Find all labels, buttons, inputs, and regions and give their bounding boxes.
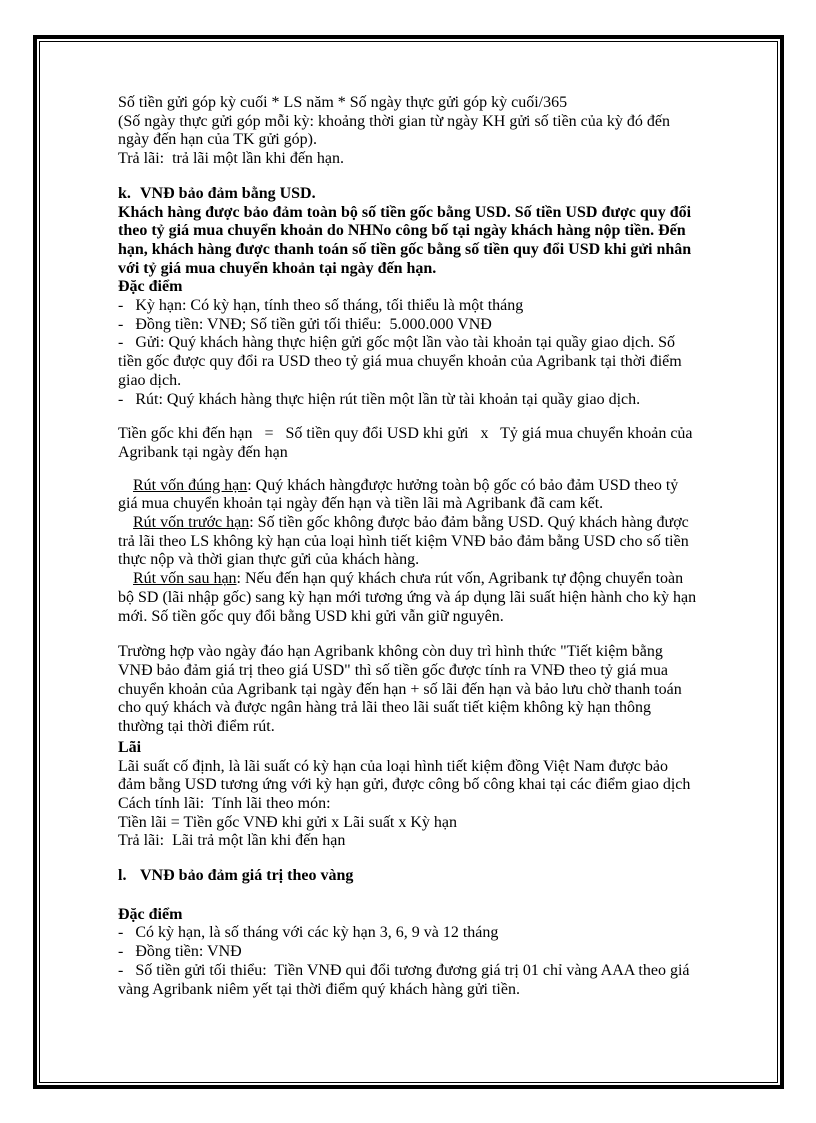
interest-heading: Lãi: [118, 738, 142, 756]
feature-item-minimum-gold: - Số tiền gửi tối thiểu: Tiền VNĐ qui đổi tương đương giá trị 01 chỉ vàng AAA theo giá vàng Agribank niêm yết tại thời điểm quý khách hàng gửi tiền.: [118, 961, 690, 998]
page-border-inner-line: [39, 41, 778, 1083]
section-k-description: Khách hàng được bảo đảm toàn bộ số tiền gốc bằng USD. Số tiền USD được quy đổi theo tỷ giá mua chuyển khoản do NHNo công bố tại ngày khách hàng nộp tiền. Đến hạn, khách hàng được thanh toán số tiền gốc bằng số tiền quy đổi USD khi gửi nhân với tỷ giá mua chuyển khoản tại ngày đến hạn.: [118, 203, 692, 277]
no-renewal-policy: Trường hợp vào ngày đáo hạn Agribank không còn duy trì hình thức "Tiết kiệm bằng VNĐ bảo đảm giá trị theo giá USD" thì số tiền gốc được tính ra VNĐ theo tỷ giá mua chuyển khoản của Agribank tại ngày đến hạn + số lãi đến hạn và bảo lưu chờ thanh toán cho quý khách và được ngân hàng trả lãi theo lãi suất tiết kiệm không kỳ hạn thông thường tại thời điểm rút.: [118, 643, 682, 736]
installment-note: (Số ngày thực gửi góp mỗi kỳ: khoảng thời gian từ ngày KH gửi số tiền của kỳ đó đến ngày đến hạn của TK gửi góp).: [118, 112, 670, 149]
interest-payment: Trả lãi: Lãi trả một lần khi đến hạn: [118, 832, 346, 850]
early-withdrawal-text: : Số tiền gốc không được bảo đảm bằng USD. Quý khách hàng được trả lãi theo LS không kỳ hạn của loại hình tiết kiệm VNĐ bảo đảm bằng USD cho số tiền thực nộp và thời gian thực gửi của khách hàng.: [118, 514, 689, 569]
feature-item-currency: - Đồng tiền: VNĐ; Số tiền gửi tối thiểu: 5.000.000 VNĐ: [118, 315, 492, 333]
section-k-marker: k.: [118, 184, 131, 202]
section-l-features-heading: Đặc điểm: [118, 905, 183, 923]
section-k-features-heading: Đặc điểm: [118, 278, 183, 296]
section-l-marker: l.: [118, 867, 127, 885]
feature-item-term: - Kỳ hạn: Có kỳ hạn, tính theo số tháng, tối thiểu là một tháng: [118, 297, 524, 315]
section-k-heading: [118, 185, 697, 204]
interest-calculation-method: Cách tính lãi: Tính lãi theo món:: [118, 794, 331, 812]
on-time-withdrawal: [118, 477, 697, 514]
interest-formula: Tiền lãi = Tiền gốc VNĐ khi gửi x Lãi suất x Kỳ hạn: [118, 813, 458, 831]
document-content: [118, 94, 697, 999]
early-withdrawal-lead: Rút vốn trước hạn: [133, 514, 250, 532]
on-time-withdrawal-lead: Rút vốn đúng hạn: [133, 476, 248, 494]
section-l-title: VNĐ bảo đảm giá trị theo vàng: [140, 867, 354, 885]
maturity-principal-formula: Tiền gốc khi đến hạn = Số tiền quy đổi USD khi gửi x Tỷ giá mua chuyển khoản của Agribank tại ngày đến hạn: [118, 425, 693, 461]
final-installment-formula: Số tiền gửi góp kỳ cuối * LS năm * Số ngày thực gửi góp kỳ cuối/365: [118, 94, 568, 111]
early-withdrawal: [118, 514, 697, 570]
section-l-heading: [118, 867, 697, 886]
interest-rate-description: Lãi suất cố định, là lãi suất có kỳ hạn của loại hình tiết kiệm đồng Việt Nam được bảo đảm bằng USD tương ứng với kỳ hạn gửi, được công bố công khai tại các điểm giao dịch: [118, 757, 691, 794]
late-withdrawal: [118, 570, 697, 626]
feature-item-term-gold: - Có kỳ hạn, là số tháng với các kỳ hạn 3, 6, 9 và 12 tháng: [118, 924, 499, 942]
late-withdrawal-lead: Rút vốn sau hạn: [133, 570, 237, 588]
section-k-title: VNĐ bảo đảm bằng USD.: [140, 184, 316, 202]
feature-item-withdraw: - Rút: Quý khách hàng thực hiện rút tiền một lần từ tài khoản tại quầy giao dịch.: [118, 390, 641, 408]
intro-interest-payment: Trả lãi: trả lãi một lần khi đến hạn.: [118, 150, 345, 168]
on-time-withdrawal-text: : Quý khách hàngđược hưởng toàn bộ gốc có bảo đảm USD theo tỷ giá mua chuyển khoản tại ngày đến hạn và tiền lãi mà Agribank đã cam kết.: [118, 476, 679, 513]
feature-item-deposit: - Gửi: Quý khách hàng thực hiện gửi gốc một lần vào tài khoản tại quầy giao dịch. Số tiền gốc được quy đổi ra USD theo tỷ giá mua chuyển khoản của Agribank tại thời điểm giao dịch.: [118, 334, 682, 389]
page-border-frame: [33, 35, 784, 1089]
feature-item-currency-gold: - Đồng tiền: VNĐ: [118, 943, 242, 961]
late-withdrawal-text: : Nếu đến hạn quý khách chưa rút vốn, Agribank tự động chuyển toàn bộ SD (lãi nhập gốc) sang kỳ hạn mới tương ứng và áp dụng lãi suất hiện hành cho kỳ hạn mới. Số tiền gốc quy đổi bằng USD khi gửi vẫn giữ nguyên.: [118, 570, 697, 625]
